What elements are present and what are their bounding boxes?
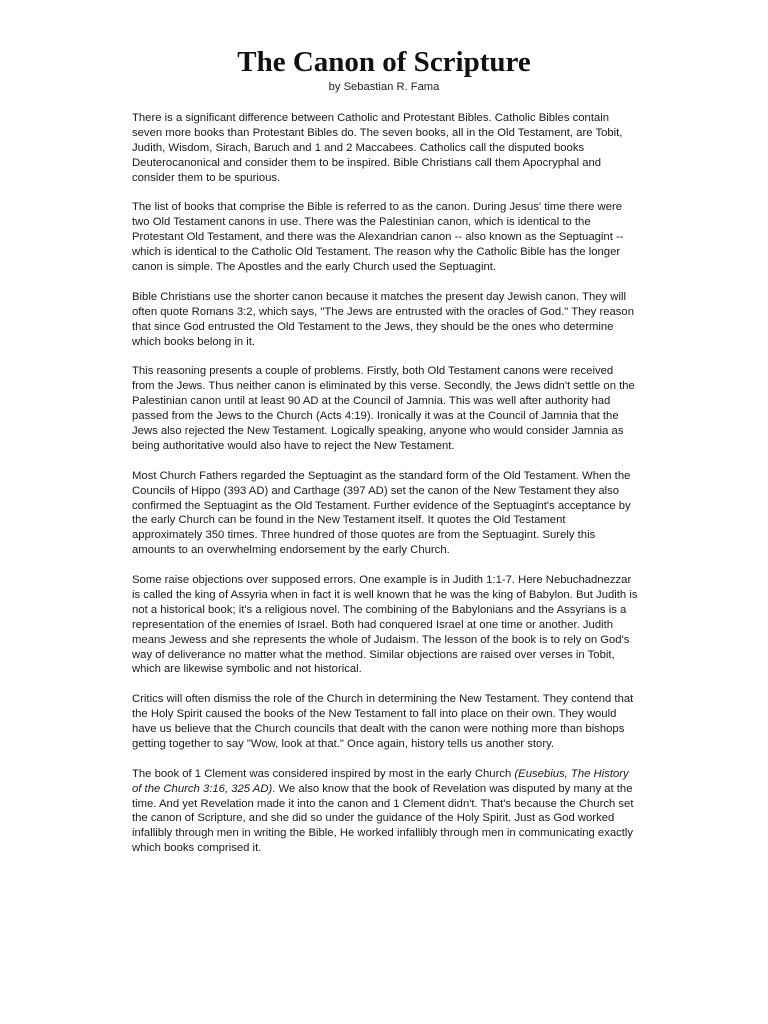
citation-eusebius: (Eusebius, The History of the Church 3:16, 325 AD) <box>132 767 629 795</box>
paragraph-7: Critics will often dismiss the role of the Church in determining the New Testament. They contend that the Holy Spirit caused the books of the New Testament to fall into place on their own. They would have us believe that the Church councils that dealt with the canon were nothing more than bishops getting together to say "Wow, look at that." Once again, history tells us another story. <box>132 693 634 750</box>
paragraph-2: The list of books that comprise the Bible is referred to as the canon. During Jesus' time there were two Old Testament canons in use. There was the Palestinian canon, which is identical to the Protestant Old Testament, and there was the Alexandrian canon -- also known as the Septuagint -- which is identical to the Catholic Old Testament. The reason why the Catholic Bible has the longer canon is simple. The Apostles and the early Church used the Septuagint. <box>132 201 624 274</box>
page-title: The Canon of Scripture <box>237 46 531 78</box>
paragraph-6: Some raise objections over supposed errors. One example is in Judith 1:1-7. Here Nebuchadnezzar is called the king of Assyria when in fact it is well known that he was the king of Babylon. But Judith is not a historical book; it's a religious novel. The combining of the Babylonians and the Assyrians is a representation of the enemies of Israel. Both had conquered Israel at one time or another. Judith means Jewess and she represents the whole of Judaism. The lesson of the book is to rely on God's way of deliverance no matter what the method. Similar objections are raised over verses in Tobit, which are likewise symbolic and not historical. <box>132 574 638 676</box>
paragraph-8-text-end: . We also know that the book of Revelation was disputed by many at the time. And yet Revelation made it into the canon and 1 Clement didn't. That's because the Church set the canon of Scripture, and she did so under the guidance of the Holy Spirit. Just as God worked infallibly through men in writing the Bible, He worked infallibly through men in communicating exactly which books comprised it. <box>132 782 634 855</box>
paragraph-5: Most Church Fathers regarded the Septuagint as the standard form of the Old Testament. When the Councils of Hippo (393 AD) and Carthage (397 AD) set the canon of the New Testament they also confirmed the Septuagint as the Old Testament. Further evidence of the Septuagint's acceptance by the early Church can be found in the New Testament itself. It quotes the Old Testament approximately 350 times. Three hundred of those quotes are from the Septuagint. Surely this amounts to an overwhelming endorsement by the early Church. <box>132 469 631 557</box>
paragraph-8-text-start: The book of 1 Clement was considered inspired by most in the early Church <box>132 767 515 780</box>
author-byline: by Sebastian R. Fama <box>328 81 440 93</box>
paragraph-3: Bible Christians use the shorter canon because it matches the present day Jewish canon. They will often quote Romans 3:2, which says, "The Jews are entrusted with the oracles of God." They reason that since God entrusted the Old Testament to the Jews, they should be the ones who determine which books belong in it. <box>132 290 634 348</box>
paragraph-4: This reasoning presents a couple of problems. Firstly, both Old Testament canons were received from the Jews. Thus neither canon is eliminated by this verse. Secondly, the Jews didn't settle on the Palestinian canon until at least 90 AD at the Council of Jamnia. This was well after authority had passed from the Jews to the Church (Acts 4:19). Ironically it was at the Council of Jamnia that the Jews also rejected the New Testament. Logically speaking, anyone who would consider Jamnia as being authoritative would also have to reject the New Testament. <box>132 365 635 452</box>
paragraph-1: There is a significant difference between Catholic and Protestant Bibles. Catholic Bibles contain seven more books than Protestant Bibles do. The seven books, all in the Old Testament, are Tobit, Judith, Wisdom, Sirach, Baruch and 1 and 2 Maccabees. Catholics call the disputed books Deuterocanonical and consider them to be inspired. Bible Christians call them Apocryphal and consider them to be spurious. <box>132 112 623 184</box>
paragraph-8 <box>132 767 638 856</box>
article-body <box>132 111 638 871</box>
